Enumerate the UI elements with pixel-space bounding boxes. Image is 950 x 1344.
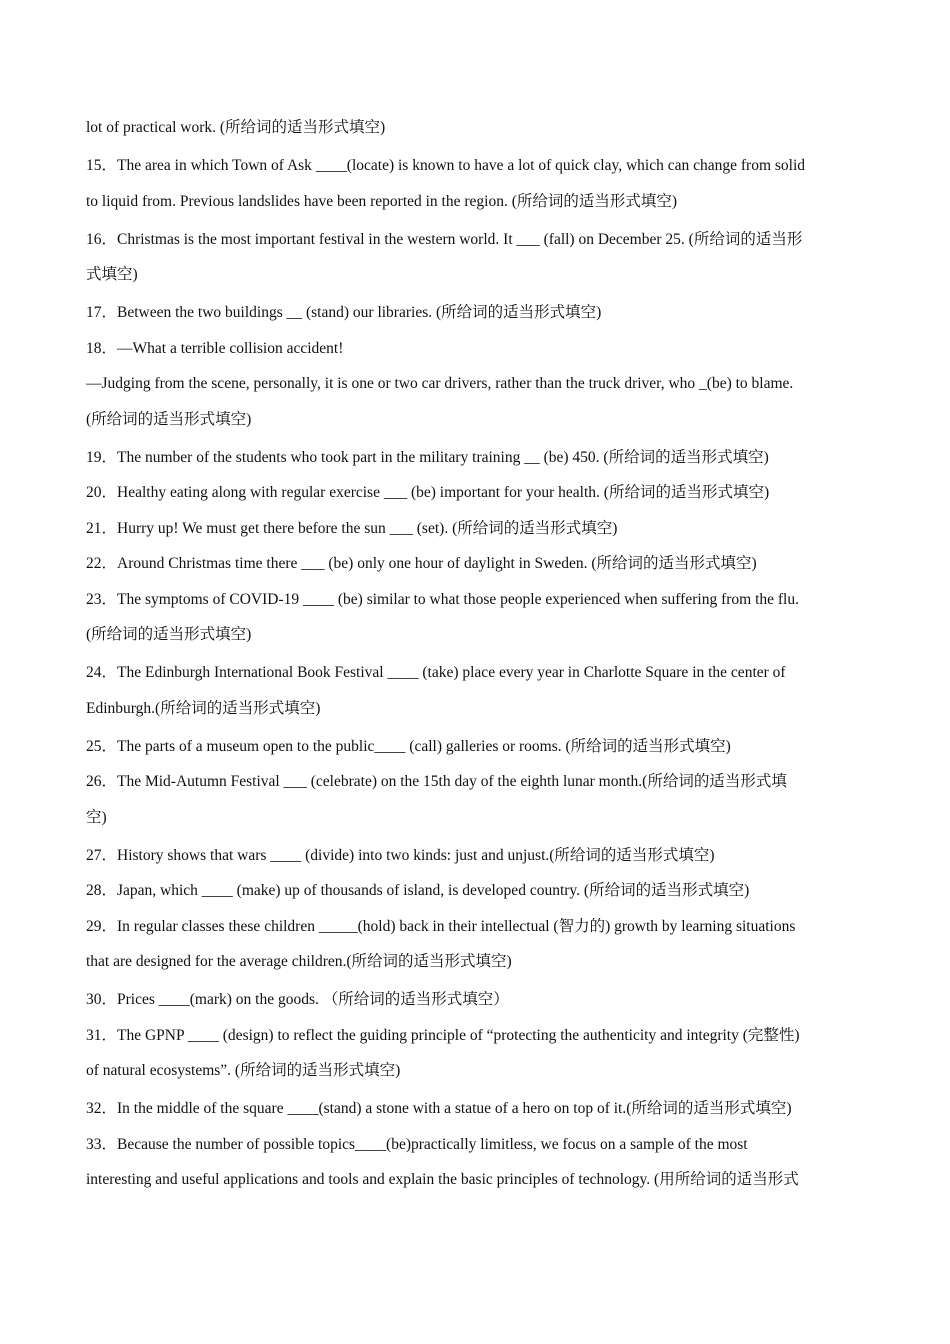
question-22: 22．Around Christmas time there ___ (be) only one hour of daylight in Sweden. (所给词的适当形式填空) (86, 555, 757, 572)
question-15-line-1: 15．The area in which Town of Ask ____(locate) is known to have a lot of quick clay, which can change from solid (86, 157, 806, 174)
question-26-line-2: 空) (86, 808, 107, 826)
question-27: 27．History shows that wars ____ (divide) into two kinds: just and unjust.(所给词的适当形式填空) (86, 846, 715, 864)
question-29-line-1: 29．In regular classes these children _____(hold) back in their intellectual (智力的) growth by learning situations (86, 917, 796, 935)
question-24-line-2: Edinburgh.(所给词的适当形式填空) (86, 699, 321, 717)
question-18-line-3: (所给词的适当形式填空) (86, 410, 252, 428)
question-15-line-2: to liquid from. Previous landslides have been reported in the region. (所给词的适当形式填空) (86, 192, 678, 210)
question-30: 30．Prices ____(mark) on the goods. （所给词的适当形式填空） (86, 991, 509, 1008)
question-19: 19．The number of the students who took part in the military training __ (be) 450. (所给词的适当形式填空) (86, 448, 769, 466)
question-23-line-2: (所给词的适当形式填空) (86, 626, 252, 643)
question-18-line-1: 18．—What a terrible collision accident! (86, 339, 344, 357)
question-33-line-1: 33．Because the number of possible topics____(be)practically limitless, we focus on a sample of the most (86, 1135, 748, 1153)
question-25: 25．The parts of a museum open to the public____ (call) galleries or rooms. (所给词的适当形式填空) (86, 737, 731, 755)
question-17: 17．Between the two buildings __ (stand) our libraries. (所给词的适当形式填空) (86, 304, 602, 321)
question-32: 32．In the middle of the square ____(stand) a stone with a statue of a hero on top of it.(所给词的适当形式填空) (86, 1100, 792, 1117)
question-20: 20．Healthy eating along with regular exercise ___ (be) important for your health. (所给词的适当形式填空) (86, 484, 770, 501)
question-26-line-1: 26．The Mid-Autumn Festival ___ (celebrate) on the 15th day of the eighth lunar month.(所给词的适当形式填 (86, 773, 787, 790)
question-16-line-2: 式填空) (86, 266, 138, 283)
question-31-line-2: of natural ecosystems”. (所给词的适当形式填空) (86, 1062, 401, 1079)
question-24-line-1: 24．The Edinburgh International Book Festival ____ (take) place every year in Charlotte Square in the center of (86, 664, 786, 681)
question-29-line-2: that are designed for the average children.(所给词的适当形式填空) (86, 953, 512, 970)
document-page (86, 113, 866, 1203)
question-21: 21．Hurry up! We must get there before the sun ___ (set). (所给词的适当形式填空) (86, 519, 618, 537)
text-line: lot of practical work. (所给词的适当形式填空) (86, 119, 386, 136)
question-33-line-2: interesting and useful applications and tools and explain the basic principles of technology. (用所给词的适当形式 (86, 1171, 799, 1188)
question-16-line-1: 16．Christmas is the most important festival in the western world. It ___ (fall) on December 25. (所给词的适当形 (86, 230, 803, 248)
question-28: 28．Japan, which ____ (make) up of thousands of island, is developed country. (所给词的适当形式填空) (86, 882, 750, 899)
question-31-line-1: 31．The GPNP ____ (design) to reflect the guiding principle of “protecting the authenticity and integrity (完整性) (86, 1026, 800, 1044)
question-18-line-2: —Judging from the scene, personally, it is one or two car drivers, rather than the truck driver, who _(be) to blame. (86, 375, 794, 392)
question-23-line-1: 23．The symptoms of COVID-19 ____ (be) similar to what those people experienced when suffering from the flu. (86, 590, 799, 608)
